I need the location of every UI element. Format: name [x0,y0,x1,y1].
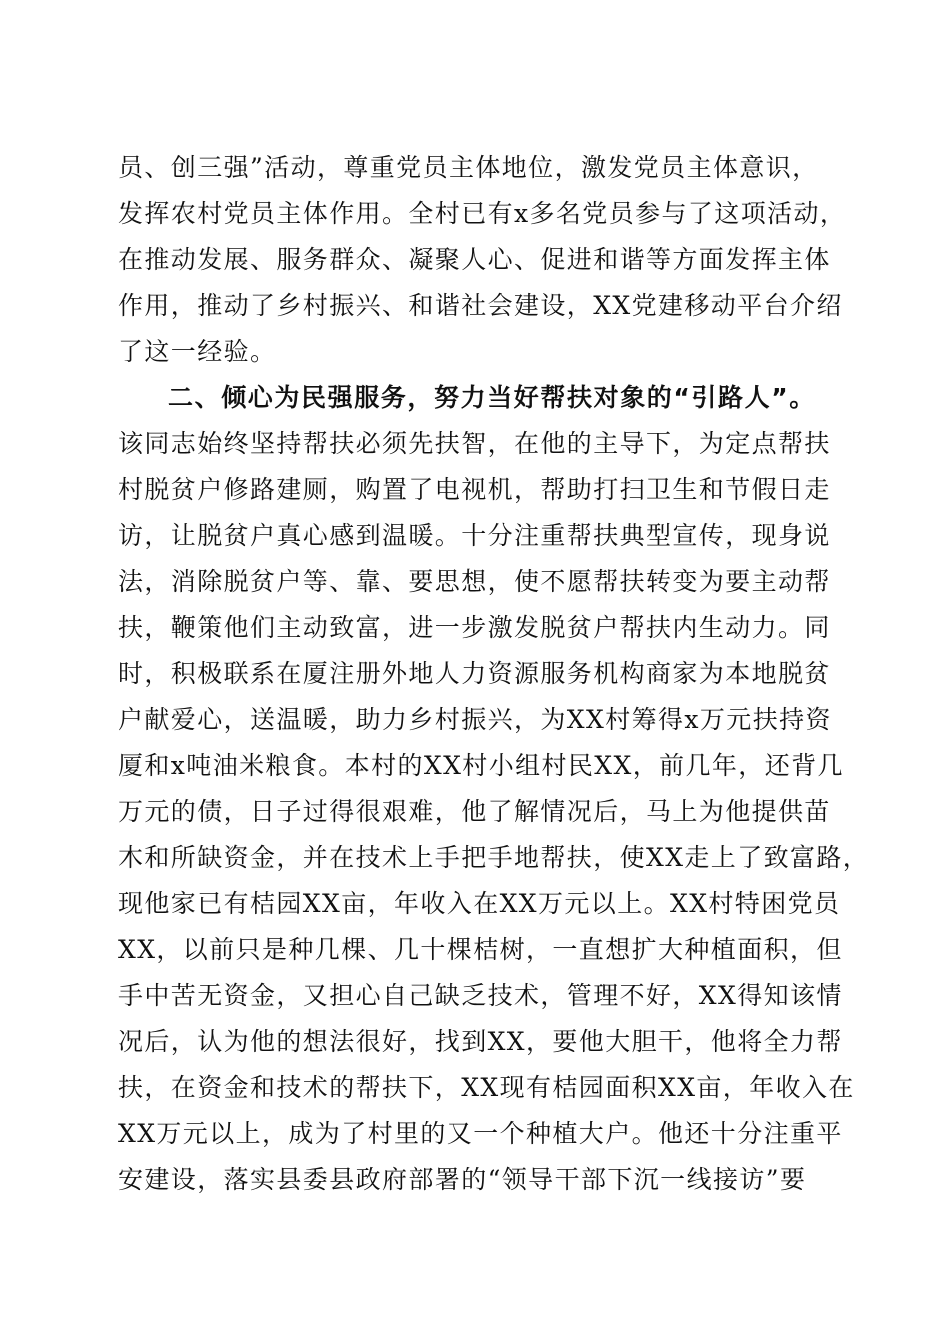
text-line: XX，以前只是种几棵、几十棵桔树，一直想扩大种植面积，但 [118,935,843,964]
text-line: 现他家已有桔园XX亩，年收入在XX万元以上。XX村特困党员 [118,889,841,918]
text-line: 万元的债，日子过得很艰难，他了解情况后，马上为他提供苗 [118,797,831,826]
text-line: 村脱贫户修路建厕，购置了电视机，帮助打扫卫生和节假日走 [118,475,831,504]
body-text [118,145,870,1203]
section-heading: 二、倾心为民强服务，努力当好帮扶对象的“引路人”。 [168,383,816,412]
text-line: 法，消除脱贫户等、靠、要思想，使不愿帮扶转变为要主动帮 [118,567,831,596]
text-line: 户献爱心，送温暖，助力乡村振兴，为XX村筹得x万元扶持资 [118,705,832,734]
text-line: 扶，鞭策他们主动致富，进一步激发脱贫户帮扶内生动力。同 [118,613,831,642]
text-line: 该同志始终坚持帮扶必须先扶智，在他的主导下，为定点帮扶 [118,429,831,458]
text-line: 安建设，落实县委县政府部署的“领导干部下沉一线接访”要 [118,1165,807,1194]
text-line: 时，积极联系在厦注册外地人力资源服务机构商家为本地脱贫 [118,659,831,688]
text-line: 发挥农村党员主体作用。全村已有x多名党员参与了这项活动， [118,199,847,228]
text-line: 厦和x吨油米粮食。本村的XX村小组村民XX，前几年，还背几 [118,751,844,780]
text-line: XX万元以上，成为了村里的又一个种植大户。他还十分注重平 [118,1119,843,1148]
text-line: 访，让脱贫户真心感到温暖。十分注重帮扶典型宣传，现身说 [118,521,831,550]
text-line: 况后，认为他的想法很好，找到XX，要他大胆干，他将全力帮 [118,1027,843,1056]
text-line: 在推动发展、服务群众、凝聚人心、促进和谐等方面发挥主体 [118,245,831,274]
text-line: 了这一经验。 [118,337,277,366]
text-line: 木和所缺资金，并在技术上手把手地帮扶，使XX走上了致富路， [118,843,870,872]
text-line: 作用，推动了乡村振兴、和谐社会建设，XX党建移动平台介绍 [118,291,843,320]
text-line: 手中苦无资金，又担心自己缺乏技术，管理不好，XX得知该情 [118,981,843,1010]
text-line: 员、创三强”活动，尊重党员主体地位，激发党员主体意识， [118,153,819,182]
text-line: 扶，在资金和技术的帮扶下，XX现有桔园面积XX亩，年收入在 [118,1073,855,1102]
